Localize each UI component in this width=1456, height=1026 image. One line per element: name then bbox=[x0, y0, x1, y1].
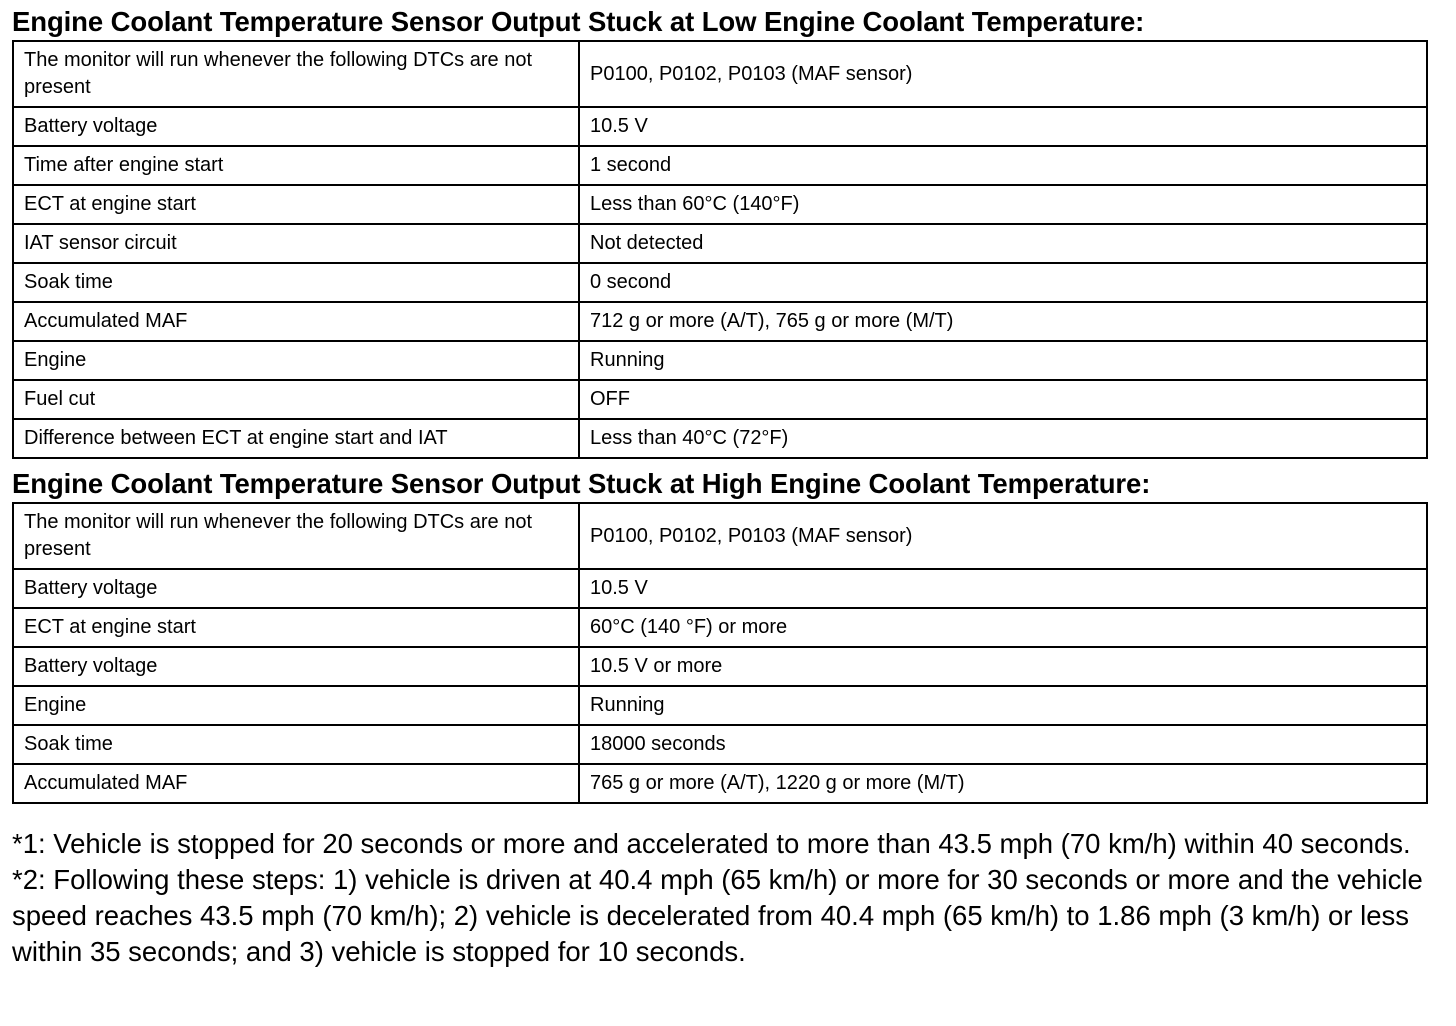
table-row bbox=[13, 608, 1427, 647]
condition-label: Accumulated MAF bbox=[13, 302, 579, 341]
document-page bbox=[12, 4, 1430, 970]
table-row bbox=[13, 263, 1427, 302]
footnote-1: *1: Vehicle is stopped for 20 seconds or more and accelerated to more than 43.5 mph (70 km/h) within 40 seconds. bbox=[12, 828, 1411, 859]
section-title-high: Engine Coolant Temperature Sensor Output Stuck at High Engine Coolant Temperature: bbox=[12, 468, 1151, 499]
condition-label: Battery voltage bbox=[13, 107, 579, 146]
table-row bbox=[13, 725, 1427, 764]
condition-value: 10.5 V or more bbox=[579, 647, 1427, 686]
table-row bbox=[13, 224, 1427, 263]
condition-value: OFF bbox=[579, 380, 1427, 419]
condition-label: Soak time bbox=[13, 263, 579, 302]
condition-value: Not detected bbox=[579, 224, 1427, 263]
condition-value: Less than 40°C (72°F) bbox=[579, 419, 1427, 458]
condition-value: 60°C (140 °F) or more bbox=[579, 608, 1427, 647]
condition-label: Accumulated MAF bbox=[13, 764, 579, 803]
condition-label: Time after engine start bbox=[13, 146, 579, 185]
condition-label: The monitor will run whenever the following DTCs are not present bbox=[13, 503, 579, 569]
condition-value: Running bbox=[579, 686, 1427, 725]
condition-label: The monitor will run whenever the following DTCs are not present bbox=[13, 41, 579, 107]
conditions-table-high bbox=[12, 502, 1428, 804]
condition-value: 0 second bbox=[579, 263, 1427, 302]
condition-value: Less than 60°C (140°F) bbox=[579, 185, 1427, 224]
table-row bbox=[13, 686, 1427, 725]
table-row bbox=[13, 569, 1427, 608]
condition-value: 10.5 V bbox=[579, 569, 1427, 608]
table-row bbox=[13, 41, 1427, 107]
footnote-2: *2: Following these steps: 1) vehicle is driven at 40.4 mph (65 km/h) or more for 30 seconds or more and the vehicle speed reaches 43.5 mph (70 km/h); 2) vehicle is decelerated from 40.4 mph (65 km/h) to 1.86 mph (3 km/h) or less within 35 seconds; and 3) vehicle is stopped for 10 seconds. bbox=[12, 864, 1423, 967]
footnotes bbox=[12, 826, 1424, 970]
condition-label: Engine bbox=[13, 341, 579, 380]
condition-value: 10.5 V bbox=[579, 107, 1427, 146]
table-row bbox=[13, 380, 1427, 419]
condition-label: Fuel cut bbox=[13, 380, 579, 419]
condition-value: 765 g or more (A/T), 1220 g or more (M/T) bbox=[579, 764, 1427, 803]
condition-value: 18000 seconds bbox=[579, 725, 1427, 764]
condition-value: Running bbox=[579, 341, 1427, 380]
table-row bbox=[13, 341, 1427, 380]
table-row bbox=[13, 302, 1427, 341]
table-row bbox=[13, 185, 1427, 224]
condition-label: Battery voltage bbox=[13, 647, 579, 686]
table-row bbox=[13, 503, 1427, 569]
condition-label: ECT at engine start bbox=[13, 185, 579, 224]
condition-value: 1 second bbox=[579, 146, 1427, 185]
condition-label: Engine bbox=[13, 686, 579, 725]
condition-label: Soak time bbox=[13, 725, 579, 764]
condition-label: IAT sensor circuit bbox=[13, 224, 579, 263]
table-row bbox=[13, 647, 1427, 686]
table-row bbox=[13, 419, 1427, 458]
condition-value: P0100, P0102, P0103 (MAF sensor) bbox=[579, 41, 1427, 107]
condition-label: Battery voltage bbox=[13, 569, 579, 608]
condition-value: 712 g or more (A/T), 765 g or more (M/T) bbox=[579, 302, 1427, 341]
conditions-table-low bbox=[12, 40, 1428, 459]
section-title-low: Engine Coolant Temperature Sensor Output Stuck at Low Engine Coolant Temperature: bbox=[12, 6, 1145, 37]
table-row bbox=[13, 107, 1427, 146]
condition-label: Difference between ECT at engine start and IAT bbox=[13, 419, 579, 458]
condition-value: P0100, P0102, P0103 (MAF sensor) bbox=[579, 503, 1427, 569]
table-row bbox=[13, 146, 1427, 185]
condition-label: ECT at engine start bbox=[13, 608, 579, 647]
table-row bbox=[13, 764, 1427, 803]
